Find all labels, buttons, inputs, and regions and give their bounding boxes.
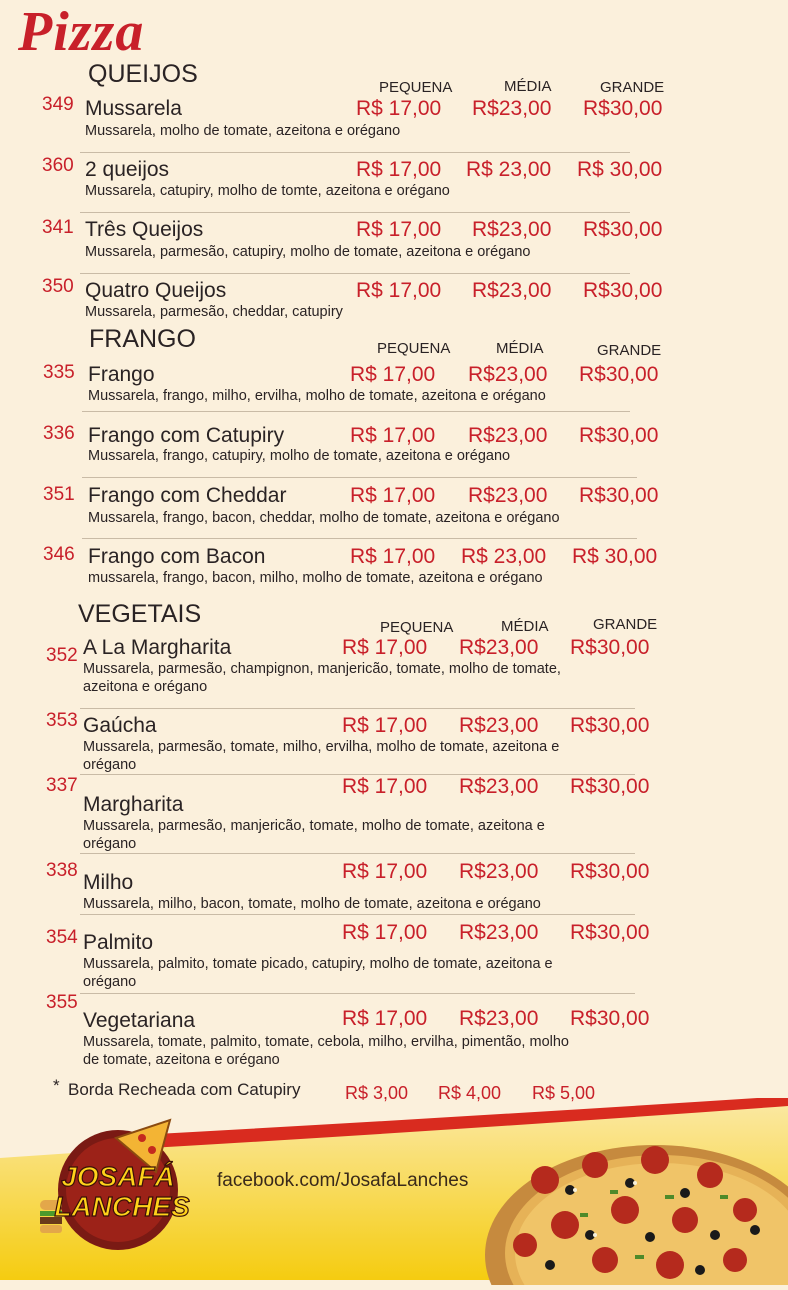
- price-large: R$30,00: [570, 921, 650, 944]
- item-name: Vegetariana: [83, 1009, 196, 1032]
- price-small: R$ 17,00: [342, 714, 428, 737]
- logo-text-line1: JOSAFÁ: [61, 1161, 175, 1192]
- item-number: 360: [42, 155, 74, 176]
- column-header-small: PEQUENA: [377, 340, 451, 357]
- price-medium: R$23,00: [468, 363, 548, 386]
- item-description: Mussarela, parmesão, tomate, milho, ervilha, molho de tomate, azeitona e: [83, 739, 560, 755]
- section-title-vegetais: VEGETAIS: [78, 600, 202, 628]
- price-medium: R$23,00: [468, 484, 548, 507]
- item-name: Milho: [83, 871, 134, 894]
- item-description-cont: orégano: [83, 757, 137, 773]
- border-label: Borda Recheada com Catupiry: [68, 1080, 301, 1099]
- section-title-frango: FRANGO: [89, 325, 196, 353]
- price-large: R$ 30,00: [577, 158, 663, 181]
- price-small: R$ 17,00: [342, 1007, 428, 1030]
- price-large: R$30,00: [583, 218, 663, 241]
- item-description: Mussarela, parmesão, cheddar, catupiry: [85, 304, 343, 320]
- item-description-cont: azeitona e orégano: [83, 679, 208, 695]
- column-header-large: GRANDE: [600, 79, 665, 96]
- divider: [80, 914, 635, 915]
- price-large: R$30,00: [579, 484, 659, 507]
- divider: [82, 411, 630, 412]
- price-large: R$30,00: [570, 636, 650, 659]
- price-medium: R$23,00: [459, 860, 539, 883]
- divider: [80, 853, 635, 854]
- item-name: Frango com Catupiry: [88, 424, 285, 447]
- item-description: Mussarela, catupiry, molho de tomte, azeitona e orégano: [85, 183, 450, 199]
- item-description: Mussarela, parmesão, catupiry, molho de tomate, azeitona e orégano: [85, 244, 531, 260]
- item-description-cont: orégano: [83, 836, 137, 852]
- item-name: Frango: [88, 363, 155, 386]
- price-medium: R$ 23,00: [466, 158, 552, 181]
- price-small: R$ 17,00: [356, 97, 442, 120]
- item-name: Margharita: [83, 793, 184, 816]
- price-large: R$30,00: [583, 97, 663, 120]
- price-medium: R$23,00: [459, 1007, 539, 1030]
- item-number: 355: [46, 992, 78, 1013]
- item-description-cont: de tomate, azeitona e orégano: [83, 1052, 280, 1068]
- column-header-medium: MÉDIA: [501, 618, 549, 635]
- price-large: R$30,00: [570, 860, 650, 883]
- item-name: Frango com Bacon: [88, 545, 266, 568]
- item-name: Palmito: [83, 931, 154, 954]
- item-name: Quatro Queijos: [85, 279, 227, 302]
- item-description: Mussarela, molho de tomate, azeitona e orégano: [85, 123, 401, 139]
- price-small: R$ 17,00: [356, 158, 442, 181]
- price-large: R$30,00: [570, 775, 650, 798]
- price-small: R$ 17,00: [350, 545, 436, 568]
- border-price-medium: R$ 4,00: [438, 1083, 502, 1103]
- price-medium: R$23,00: [459, 636, 539, 659]
- divider: [82, 538, 637, 539]
- divider: [80, 212, 630, 213]
- divider: [80, 152, 630, 153]
- pizza-image: [455, 1135, 788, 1285]
- price-small: R$ 17,00: [342, 636, 428, 659]
- divider: [82, 477, 637, 478]
- page-title: Pizza: [18, 1, 145, 63]
- price-medium: R$23,00: [459, 714, 539, 737]
- column-header-medium: MÉDIA: [504, 78, 552, 95]
- logo-text-line2: LANCHES: [54, 1191, 190, 1222]
- column-header-large: GRANDE: [597, 342, 662, 359]
- item-number: 354: [46, 927, 78, 948]
- item-number: 341: [42, 217, 74, 238]
- price-small: R$ 17,00: [350, 484, 436, 507]
- price-small: R$ 17,00: [342, 860, 428, 883]
- price-medium: R$23,00: [472, 97, 552, 120]
- item-number: 338: [46, 860, 78, 881]
- item-number: 353: [46, 710, 78, 731]
- price-medium: R$ 23,00: [461, 545, 547, 568]
- item-name: Mussarela: [85, 97, 182, 120]
- price-medium: R$23,00: [472, 279, 552, 302]
- item-description: mussarela, frango, bacon, milho, molho de tomate, azeitona e orégano: [88, 570, 543, 586]
- item-number: 351: [43, 484, 75, 505]
- section-title-queijos: QUEIJOS: [88, 60, 198, 88]
- price-small: R$ 17,00: [356, 218, 442, 241]
- price-small: R$ 17,00: [356, 279, 442, 302]
- item-name: Gaúcha: [83, 714, 157, 737]
- price-large: R$30,00: [570, 1007, 650, 1030]
- divider: [80, 993, 635, 994]
- price-large: R$30,00: [570, 714, 650, 737]
- item-name: Três Queijos: [85, 218, 204, 241]
- item-description: Mussarela, parmesão, champignon, manjericão, tomate, molho de tomate,: [83, 661, 561, 677]
- column-header-medium: MÉDIA: [496, 340, 544, 357]
- price-medium: R$23,00: [459, 921, 539, 944]
- price-medium: R$23,00: [468, 424, 548, 447]
- brand-logo: [38, 1108, 198, 1258]
- column-header-small: PEQUENA: [380, 619, 454, 636]
- price-medium: R$23,00: [472, 218, 552, 241]
- item-description: Mussarela, frango, catupiry, molho de tomate, azeitona e orégano: [88, 448, 511, 464]
- item-number: 337: [46, 775, 78, 796]
- border-price-small: R$ 3,00: [345, 1083, 409, 1103]
- divider: [80, 708, 635, 709]
- column-header-large: GRANDE: [593, 616, 658, 633]
- item-description: Mussarela, tomate, palmito, tomate, cebola, milho, ervilha, pimentão, molho: [83, 1034, 569, 1050]
- item-description: Mussarela, palmito, tomate picado, catupiry, molho de tomate, azeitona e: [83, 956, 553, 972]
- item-name: 2 queijos: [85, 158, 170, 181]
- item-number: 349: [42, 94, 74, 115]
- item-number: 335: [43, 362, 75, 383]
- item-description: Mussarela, parmesão, manjericão, tomate, molho de tomate, azeitona e: [83, 818, 545, 834]
- price-small: R$ 17,00: [350, 363, 436, 386]
- asterisk: *: [53, 1076, 60, 1095]
- price-large: R$30,00: [583, 279, 663, 302]
- column-header-small: PEQUENA: [379, 79, 453, 96]
- divider: [80, 273, 630, 274]
- item-name: Frango com Cheddar: [88, 484, 287, 507]
- price-large: R$ 30,00: [572, 545, 658, 568]
- item-number: 352: [46, 645, 78, 666]
- item-name: A La Margharita: [83, 636, 232, 659]
- price-small: R$ 17,00: [342, 775, 428, 798]
- item-number: 346: [43, 544, 75, 565]
- item-description: Mussarela, milho, bacon, tomate, molho de tomate, azeitona e orégano: [83, 896, 541, 912]
- item-description: Mussarela, frango, milho, ervilha, molho de tomate, azeitona e orégano: [88, 388, 546, 404]
- item-number: 350: [42, 276, 74, 297]
- price-small: R$ 17,00: [350, 424, 436, 447]
- price-large: R$30,00: [579, 363, 659, 386]
- facebook-link[interactable]: facebook.com/JosafaLanches: [217, 1170, 469, 1191]
- item-description-cont: orégano: [83, 974, 137, 990]
- price-small: R$ 17,00: [342, 921, 428, 944]
- price-large: R$30,00: [579, 424, 659, 447]
- item-description: Mussarela, frango, bacon, cheddar, molho de tomate, azeitona e orégano: [88, 510, 560, 526]
- border-price-large: R$ 5,00: [532, 1083, 596, 1103]
- price-medium: R$23,00: [459, 775, 539, 798]
- item-number: 336: [43, 423, 75, 444]
